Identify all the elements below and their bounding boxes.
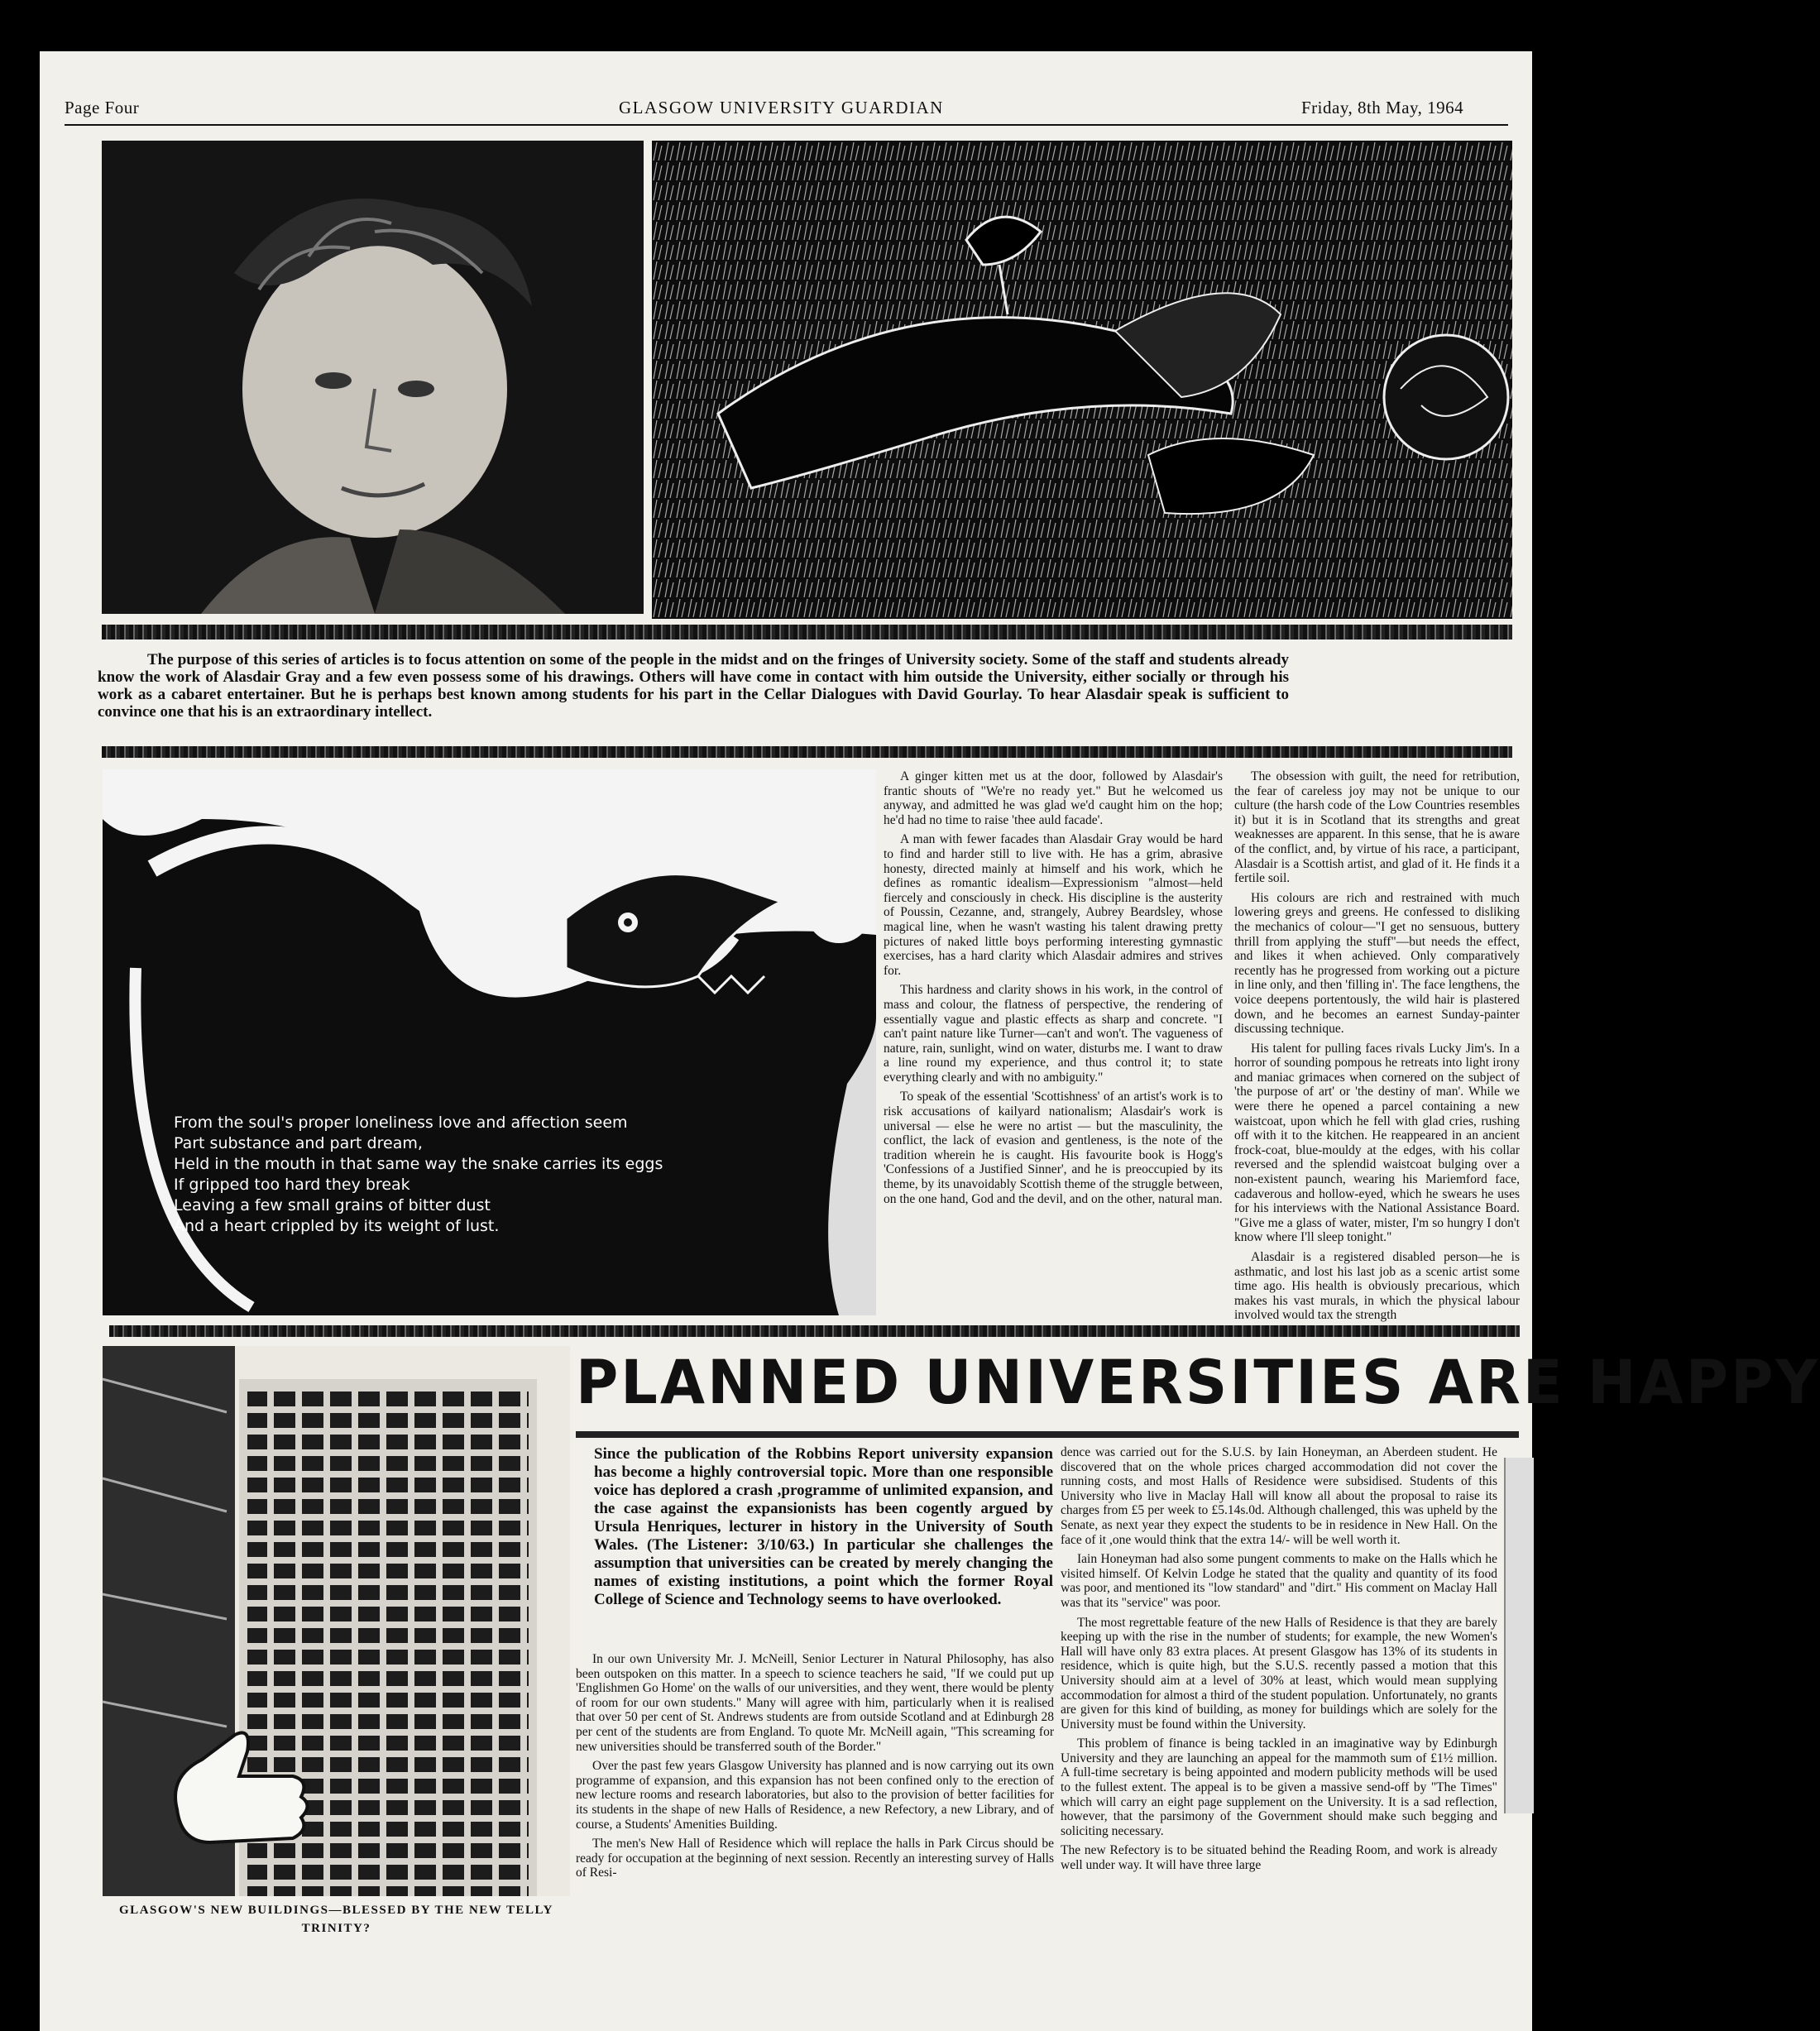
series-intro-text: The purpose of this series of articles is to focus attention on some of the people in the midst and on the fringes of University society. Some of the staff and students already know the work of Alasdair Gray and a few even possess some of his drawings. Others will have come in contact with him outside the University, either socially or through his work as a cabaret entertainer. But he is perhaps best known among students for his part in the Cellar Dialogues with David Gourlay. To hear Alasdair speak is sufficient to convince one that his is an extraordinary intellect. [98,651,1289,721]
new-buildings-photo [103,1346,570,1896]
gray-article-column-2 [1234,769,1520,1323]
dragon-illustration [103,769,876,1315]
paragraph: A ginger kitten met us at the door, followed by Alasdair's frantic shouts of "We're no ready yet." But he welcomed us anyway, and admitted he was glad we'd caught him on the hop; he'd had no time to raise 'thee auld facade'. [884,769,1223,827]
portrait-photo [102,141,644,614]
gray-illustration-landscape [652,141,1512,619]
universities-column-1 [576,1652,1054,1904]
universities-lead: Since the publication of the Robbins Report university expansion has become a highly controversial topic. More than one responsible voice has deplored a crash ,programme of unlimited expansion, and the case against the expansionists has been cogently argued by Ursula Henriques, lecturer in history in the University of South Wales. (The Listener: 3/10/63.) In particular she challenges the assumption that universities can be created by merely changing the names of existing institutions, a point which the former Royal College of Science and Technology seems to have overlooked. [594,1445,1053,1608]
poem-line: From the soul's proper loneliness love and affection seem [174,1114,628,1132]
poem-line: If gripped too hard they break [174,1176,410,1194]
paragraph: The most regrettable feature of the new Halls of Residence is that they are barely keeping up with the rise in the number of students; for example, the new Women's Hall will have only 83 extra places. At present Glasgow has 13% of its students in residence, which is quite high, but the S.U.S. recently passed a motion that this University should aim at a level of 30% at least, which would mean supplying accommodation for almost a third of the student population. Unfortunately, no grants are given for this kind of building, as money for buildings which are solely for the University must be found within the University. [1061,1615,1497,1732]
paragraph: A man with fewer facades than Alasdair Gray would be hard to find and harder still to live with. He has a grim, abrasive honesty, directed mainly at himself and his work, which he defines as romantic idealism—Expressionism "almost—held fiercely and consciously in check. His discipline is the austerity of Poussin, Cezanne, and, strangely, Aubrey Beardsley, whose magical line, when he wasn't wasting his talent drawing pretty pictures of naked little boys performing interesting gymnastic exercises, has a hard clarity which Alasdair admires and strives for. [884,832,1223,978]
linocut-image [652,141,1512,619]
poem-line: And a heart crippled by its weight of lust. [174,1217,500,1235]
headline-rule [576,1431,1519,1438]
paper-title: GLASGOW UNIVERSITY GUARDIAN [619,98,944,117]
adjacent-photo-edge [1504,1458,1534,1813]
paragraph: Over the past few years Glasgow University has planned and is now carrying out its own programme of expansion, and this expansion has not been confined only to the erection of new lecture rooms and research laboratories, but also to the provision of better facilities for its students in the shape of new Halls of Residence, a new Refectory, a new Library, and of course, a Students' Amenities Building. [576,1759,1054,1832]
paragraph: To speak of the essential 'Scottishness' of an artist's work is to risk accusations of kailyard nationalism; Alasdair's work is universal — else he were no artist — but the masculinity, the conflict, the lack of evasion and gentleness, is the note of the tradition wherein he is caught. His favourite book is Hogg's 'Confessions of a Justified Sinner', and he is preoccupied by its theme, by its unavoidably Scottish theme of the struggle between, on the one hand, God and the devil, and on the other, natural man. [884,1090,1223,1206]
tower-block-image [103,1346,570,1896]
paragraph: His talent for pulling faces rivals Lucky Jim's. In a horror of sounding pompous he retreats into light irony and maniac grimaces when cornered on the subject of 'the purpose of art' or 'the destiny of man'. While we were there he opened a parcel containing a new waistcoat, upon which he fell with glad cries, rushing off with it to the kitchen. He reappeared in an ancient frock-coat, blue-mouldy at the edges, with his collar reversed and the splendid waistcoat bulging over a non-existent paunch, wearing his Mariemford face, cadaverous and hollow-eyed, which he swears he uses for his interviews with the National Assistance Board. "Give me a glass of water, mister, I'm so hungry I don't know where I'll sleep tonight." [1234,1041,1520,1245]
newspaper-page [40,51,1820,2031]
paragraph: This problem of finance is being tackled in an imaginative way by Edinburgh University and they are launching an appeal for the mammoth sum of £1½ million. A full-time secretary is being appointed and modern publicity methods will be used to the fullest extent. The appeal is to be given a massive send-off by "The Times" which will carry an eight page supplement on the University. It is a sad reflection, however, that the parsimony of the Government should make such begging and soliciting necessary. [1061,1736,1497,1838]
paragraph: dence was carried out for the S.U.S. by Iain Honeyman, an Aberdeen student. He discovered that on the whole prices charged accommodation did not cover the running costs, and most Halls of Residence were subsidised. Students of this University who live in Maclay Hall will know all about the proposal to raise its charges from £5 per week to £5.14s.0d. Although challenged, this was upheld by the Senate, as next year they expect the students to be in residence in New Hall. On the face of it ,one would think that the extra 14/- will be well worth it. [1061,1445,1497,1547]
section-divider [102,625,1512,639]
paragraph: In our own University Mr. J. McNeill, Senior Lecturer in Natural Philosophy, has also been outspoken on this matter. In a speech to science teachers he said, "If we could put up 'Englishmen Go Home' on the walls of our universities, and they went, there would be plenty of room for our own students." Many will agree with him, particularly when it is realised that over 50 per cent of St. Andrews students are from outside Scotland and at Edinburgh 28 per cent of the students are from England. To quote Mr. McNeill again, "This screaming for new universities should be transferred south of the Border." [576,1652,1054,1754]
paragraph: Iain Honeyman had also some pungent comments to make on the Halls which he visited himself. Of Kelvin Lodge he stated that the quality and quantity of its food was poor, and mentioned its "low standard" and "dirt." His comment on Maclay Hall was that its "service" was poor. [1061,1552,1497,1610]
paragraph: The men's New Hall of Residence which will replace the halls in Park Circus should be ready for occupation at the beginning of next session. Recently an interesting survey of Halls of Resi- [576,1837,1054,1880]
paragraph: Alasdair is a registered disabled person—he is asthmatic, and lost his last job as a scenic artist some time ago. His health is obviously precarious, which makes his vast murals, in which the physical labour involved would tax the strength [1234,1250,1520,1323]
masthead-rule [65,124,1508,126]
issue-date: Friday, 8th May, 1964 [1301,98,1464,117]
poem-line: Leaving a few small grains of bitter dust [174,1196,491,1214]
portrait-image [102,141,644,614]
paragraph: The obsession with guilt, the need for retribution, the fear of careless joy may not be unique to our culture (the harsh code of the Low Countries resembles it) but it is in Scotland that its strengths and great weaknesses are apparent. In this sense, that he is aware of the conflict, and, by virtue of his race, a participant, Alasdair is a Scottish artist, and glad of it. He finds it a fertile soil. [1234,769,1520,886]
section-divider [109,1325,1520,1337]
series-intro [98,651,1289,721]
poem-line: Held in the mouth in that same way the snake carries its eggs [174,1155,663,1173]
gray-article-column-1 [884,769,1223,1315]
universities-column-2 [1061,1445,1497,1904]
page-number: Page Four [65,98,140,117]
paragraph: The new Refectory is to be situated behind the Reading Room, and work is already well under way. It will have three large [1061,1843,1497,1873]
poem-line: Part substance and part dream, [174,1134,423,1152]
section-divider [102,746,1512,758]
poem [174,1113,663,1237]
paragraph: His colours are rich and restrained with much lowering greys and greens. He confessed to disliking the mechanics of colour—"I get no sensuous, buttery thrill from applying the stuff"—but needs the effect, and likes it when achieved. Only comparatively recently has he progressed from working out a picture in line only, and then 'filling in'. The face lengthens, the voice deepens portentously, the wild hair is plastered down, and he becomes an earnest Sunday-painter discussing technique. [1234,890,1520,1037]
headline: PLANNED UNIVERSITIES ARE HAPPY [576,1346,1820,1419]
paragraph: This hardness and clarity shows in his work, in the control of mass and colour, the flatness of perspective, the rendering of essentially vague and plastic effects as sharp and concrete. "I can't paint nature like Turner—can't and won't. The vagueness of nature, rain, sunlight, wind on water, disturbs me. I want to draw a line round my experience, and thus control it; to state everything clearly and with no ambiguity." [884,983,1223,1085]
photo-caption: GLASGOW'S NEW BUILDINGS—BLESSED BY THE NEW TELLY TRINITY? [119,1904,553,1935]
